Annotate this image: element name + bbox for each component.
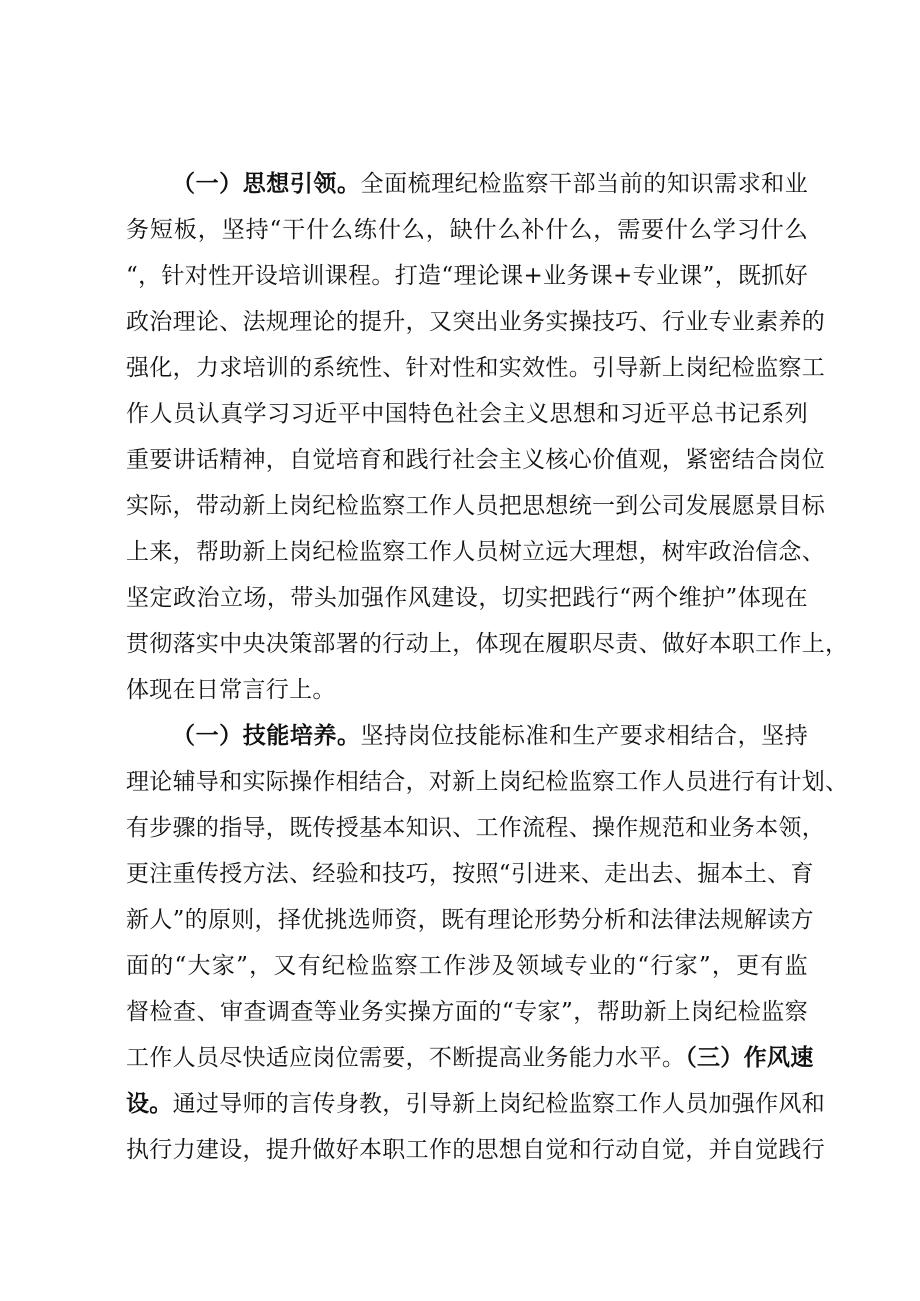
paragraph-1-line-12: 体现在日常言行上。 — [126, 677, 336, 703]
paragraph-1-line-7: 重要讲话精神，自觉培育和践行社会主义核心价值观，紧密结合岗位 — [126, 447, 825, 473]
paragraph-2-line-6: 面的“大家”，又有纪检监察工作涉及领域专业的“行家”，更有监 — [126, 953, 808, 979]
paragraph-2-line-5: 新人”的原则，择优挑选师资，既有理论形势分析和法律法规解读方 — [126, 907, 814, 933]
paragraph-1-line-4: 政治理论、法规理论的提升，又突出业务实操技巧、行业专业素养的 — [126, 309, 825, 335]
paragraph-2-line-3: 有步骤的指导，既传授基本知识、工作流程、操作规范和业务本领， — [126, 815, 825, 841]
paragraph-2-line-4: 更注重传授方法、经验和技巧，按照“引进来、走出去、掘本土、育 — [126, 861, 814, 887]
paragraph-1-line-5: 强化，力求培训的系统性、针对性和实效性。引导新上岗纪检监察工 — [126, 355, 825, 381]
paragraph-2-line-1: （一）技能培养。坚持岗位技能标准和生产要求相结合，坚持 — [172, 723, 809, 749]
paragraph-1-line-6: 作人员认真学习习近平中国特色社会主义思想和习近平总书记系列 — [126, 401, 808, 427]
paragraph-1-line-9: 上来，帮助新上岗纪检监察工作人员树立远大理想，树牢政治信念、 — [126, 539, 825, 565]
section-heading-style-part1: （三）作风速 — [685, 1045, 814, 1071]
paragraph-1-line-1: （一）思想引领。全面梳理纪检监察干部当前的知识需求和业 — [172, 171, 809, 197]
paragraph-1-line-2: 务短板，坚持“干什么练什么，缺什么补什么，需要什么学习什么 — [126, 217, 808, 243]
section-heading-thought: （一）思想引领。 — [172, 171, 361, 197]
section-heading-style-part2: 设。 — [126, 1091, 173, 1117]
paragraph-1-line-3: “，针对性开设培训课程。打造“理论课+业务课+专业课”，既抓好 — [126, 263, 808, 289]
paragraph-1-line-10: 坚定政治立场，带头加强作风建设，切实把践行“两个维护”体现在 — [126, 585, 808, 611]
paragraph-2-line-8: 工作人员尽快适应岗位需要，不断提高业务能力水平。（三）作风速 — [126, 1045, 814, 1071]
paragraph-2-line-7: 督检查、审查调查等业务实操方面的“专家”，帮助新上岗纪检监察 — [126, 999, 808, 1025]
paragraph-1-line-8: 实际，带动新上岗纪检监察工作人员把思想统一到公司发展愿景目标 — [126, 493, 825, 519]
paragraph-2-line-10: 执行力建设，提升做好本职工作的思想自觉和行动自觉，并自觉践行 — [126, 1137, 825, 1163]
paragraph-2-line-2: 理论辅导和实际操作相结合，对新上岗纪检监察工作人员进行有计划、 — [126, 769, 849, 795]
section-heading-skill: （一）技能培养。 — [172, 723, 361, 749]
paragraph-1-line-11: 贯彻落实中央决策部署的行动上，体现在履职尽责、做好本职工作上， — [126, 631, 849, 657]
paragraph-2-line-9: 设。通过导师的言传身教，引导新上岗纪检监察工作人员加强作风和 — [126, 1091, 826, 1117]
